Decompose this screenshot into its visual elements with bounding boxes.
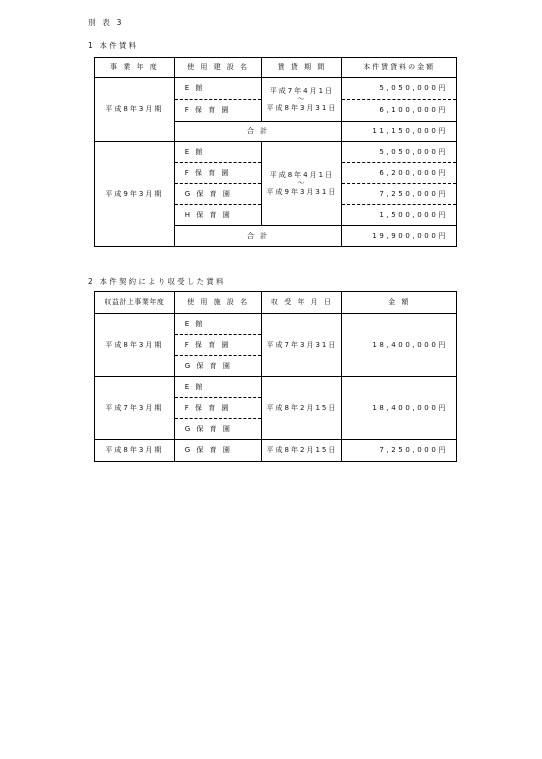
table-header-row <box>95 292 457 314</box>
table-row <box>95 314 457 335</box>
total-amount: 11,150,000円 <box>342 122 457 142</box>
facility-cell: G 保 育 園 <box>174 356 262 377</box>
header-rental-period: 賃 貸 期 間 <box>262 58 342 78</box>
received-date-cell: 平成8年2月15日 <box>262 377 342 440</box>
amount-cell: 7,250,000円 <box>342 184 457 205</box>
fiscal-year-cell: 平成8年3月期 <box>95 78 175 142</box>
facility-cell: H 保 育 園 <box>174 205 262 226</box>
header-received-date: 収 受 年 月 日 <box>262 292 342 314</box>
total-label: 合 計 <box>174 226 342 247</box>
period-end: 平成8年3月31日 <box>266 103 338 112</box>
fiscal-year-cell: 平成7年3月期 <box>95 377 175 440</box>
amount-cell: 7,250,000円 <box>342 440 457 462</box>
fiscal-year-cell: 平成8年3月期 <box>95 440 175 462</box>
header-amount: 金 額 <box>342 292 457 314</box>
received-date-cell: 平成8年2月15日 <box>262 440 342 462</box>
header-fiscal-year: 事 業 年 度 <box>95 58 175 78</box>
table-row <box>95 78 457 100</box>
table-row <box>95 440 457 462</box>
facility-cell: E 館 <box>174 377 262 398</box>
header-facility: 使 用 建 設 名 <box>174 58 262 78</box>
facility-cell: F 保 育 園 <box>174 398 262 419</box>
facility-cell: E 館 <box>174 78 262 100</box>
header-fiscal-year: 収益計上事業年度 <box>95 292 175 314</box>
facility-cell: E 館 <box>174 314 262 335</box>
facility-cell: G 保 育 園 <box>174 419 262 440</box>
table-row <box>95 377 457 398</box>
document-label: 別 表 3 <box>88 18 124 27</box>
facility-cell: F 保 育 園 <box>174 100 262 122</box>
facility-cell: G 保 育 園 <box>174 184 262 205</box>
total-label: 合 計 <box>174 122 342 142</box>
section2-heading: 2 本件契約により収受した賃料 <box>88 277 226 286</box>
amount-cell: 5,050,000円 <box>342 78 457 100</box>
table-row <box>95 142 457 163</box>
facility-cell: G 保 育 園 <box>174 440 262 462</box>
received-rent-table <box>94 291 457 462</box>
amount-cell: 1,500,000円 <box>342 205 457 226</box>
facility-cell: E 館 <box>174 142 262 163</box>
table-header-row <box>95 58 457 78</box>
period-start: 平成8年4月1日 <box>269 171 335 180</box>
fiscal-year-cell: 平成8年3月期 <box>95 314 175 377</box>
amount-cell: 5,050,000円 <box>342 142 457 163</box>
amount-cell: 18,400,000円 <box>342 377 457 440</box>
facility-cell: F 保 育 園 <box>174 163 262 184</box>
section1-heading: 1 本件賃料 <box>88 41 139 50</box>
period-start: 平成7年4月1日 <box>269 87 335 96</box>
amount-cell: 18,400,000円 <box>342 314 457 377</box>
rental-period-cell <box>262 78 342 122</box>
amount-cell: 6,200,000円 <box>342 163 457 184</box>
header-rent-amount: 本件賃貸料の金額 <box>342 58 457 78</box>
amount-cell: 6,100,000円 <box>342 100 457 122</box>
header-facility: 使 用 施 設 名 <box>174 292 262 314</box>
rent-table <box>94 57 457 247</box>
fiscal-year-cell: 平成9年3月期 <box>95 142 175 247</box>
period-end: 平成9年3月31日 <box>266 187 338 196</box>
received-date-cell: 平成7年3月31日 <box>262 314 342 377</box>
facility-cell: F 保 育 園 <box>174 335 262 356</box>
period-sep: 〜 <box>297 95 307 104</box>
total-amount: 19,900,000円 <box>342 226 457 247</box>
rental-period-cell <box>262 142 342 226</box>
period-sep: 〜 <box>297 179 307 188</box>
